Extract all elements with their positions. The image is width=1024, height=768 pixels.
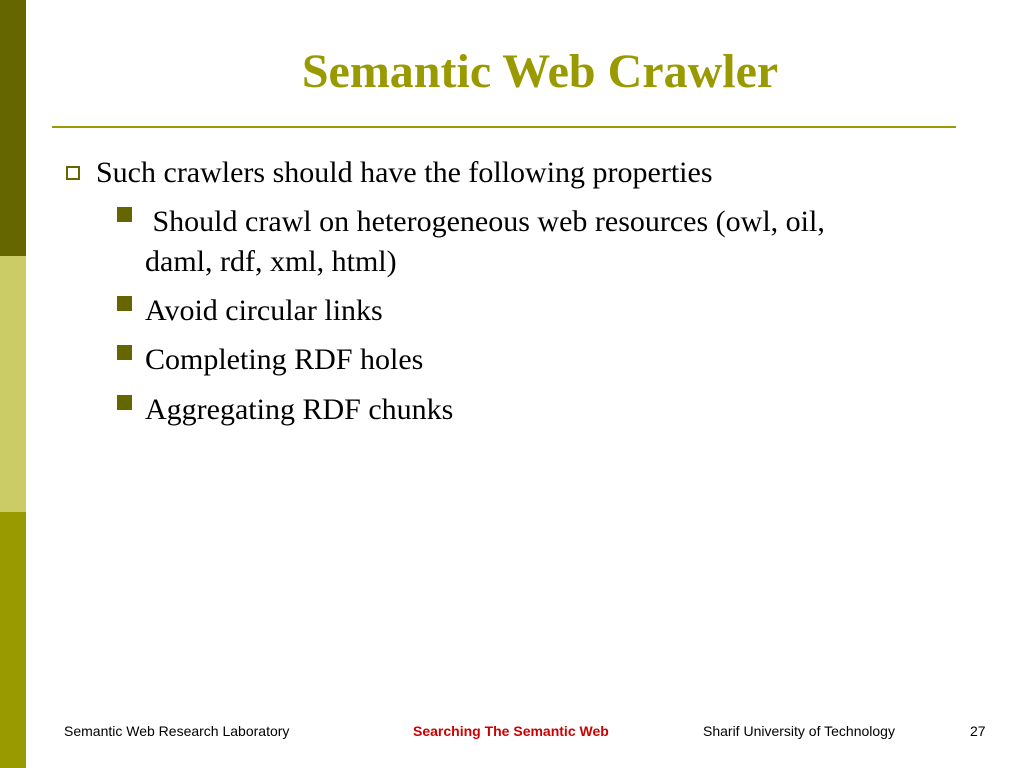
sub-bullet-4: Aggregating RDF chunks [145,393,454,426]
sub-bullet-1-line2: daml, rdf, xml, html) [145,245,397,278]
footer-presentation-title: Searching The Semantic Web [413,723,609,739]
filled-square-bullet-icon [117,207,132,222]
sub-bullet-1-line1: Should crawl on heterogeneous web resources (owl, oil, [145,205,825,238]
hollow-square-bullet-icon [66,166,80,180]
filled-square-bullet-icon [117,345,132,360]
sub-bullet-1 [145,202,945,282]
filled-square-bullet-icon [117,296,132,311]
slide-number: 27 [970,723,986,739]
slide-title: Semantic Web Crawler [301,45,779,98]
bullet-level1: Such crawlers should have the following properties [96,156,713,189]
footer-university: Sharif University of Technology [703,723,895,739]
sub-bullet-2: Avoid circular links [145,294,383,327]
filled-square-bullet-icon [117,395,132,410]
footer-lab-name: Semantic Web Research Laboratory [64,723,290,739]
sub-bullet-3: Completing RDF holes [145,343,424,376]
